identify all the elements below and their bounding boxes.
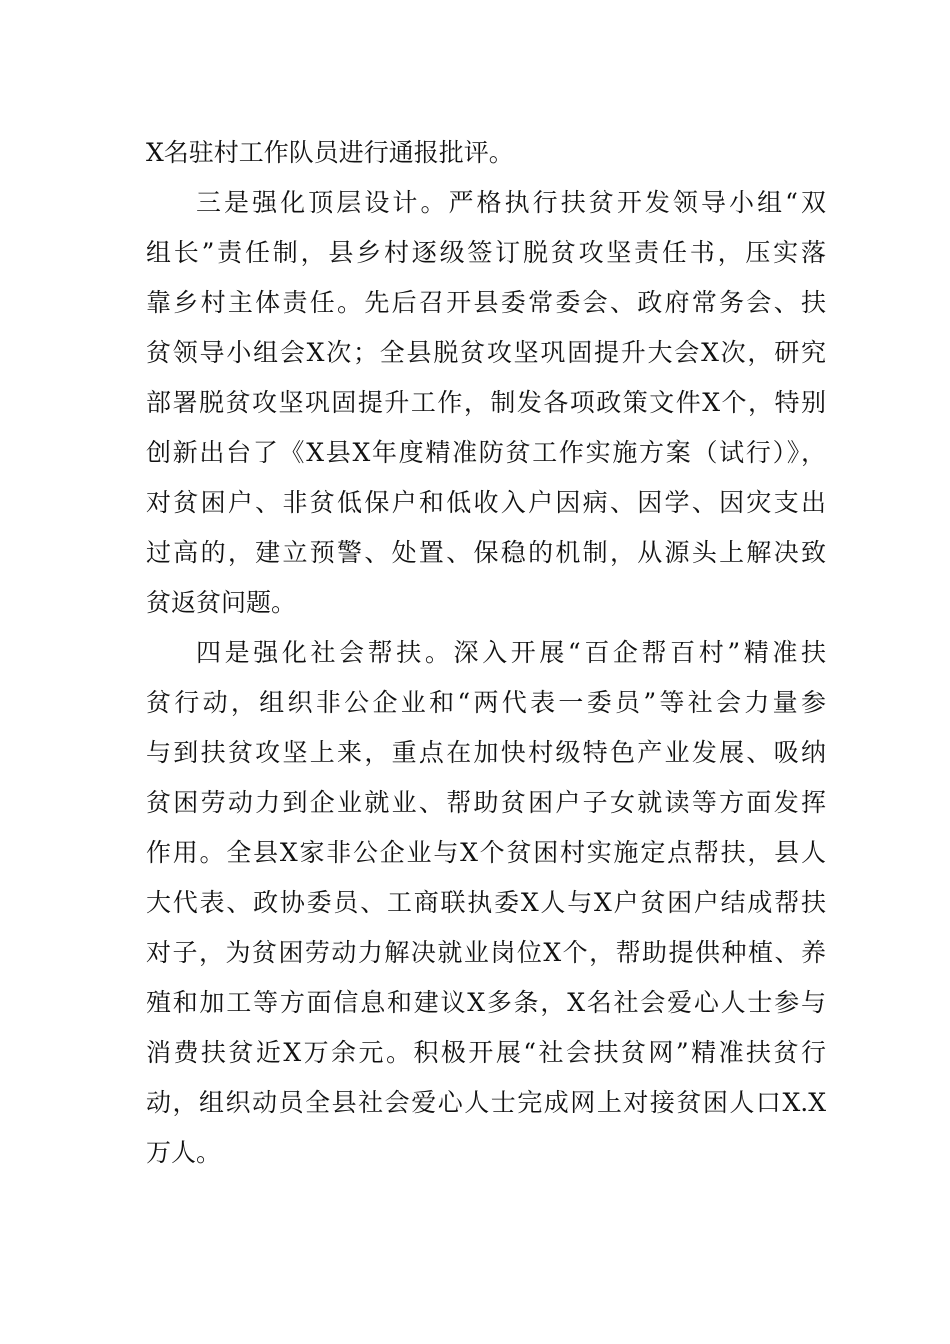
body-text: [146, 128, 826, 1178]
text-line: 与到扶贫攻坚上来，重点在加快村级特色产业发展、吸纳: [146, 738, 826, 767]
text-line: 四是强化社会帮扶。深入开展“百企帮百村”精准扶: [196, 638, 826, 667]
text-line: 万人。: [146, 1138, 222, 1167]
text-line: 组长”责任制，县乡村逐级签订脱贫攻坚责任书，压实落: [146, 238, 826, 267]
text-line: 三是强化顶层设计。严格执行扶贫开发领导小组“双: [196, 188, 826, 217]
text-line: X名驻村工作队员进行通报批评。: [146, 138, 514, 167]
text-line: 动，组织动员全县社会爱心人士完成网上对接贫困人口X.X: [146, 1088, 826, 1117]
text-line: 对贫困户、非贫低保户和低收入户因病、因学、因灾支出: [146, 488, 826, 517]
text-line: 大代表、政协委员、工商联执委X人与X户贫困户结成帮扶: [146, 888, 826, 917]
paragraph-social-assistance: [146, 628, 826, 1178]
text-line: 贫困劳动力到企业就业、帮助贫困户子女就读等方面发挥: [146, 788, 826, 817]
text-line: 贫返贫问题。: [146, 588, 297, 617]
text-line: 贫领导小组会X次；全县脱贫攻坚巩固提升大会X次，研究: [146, 338, 826, 367]
text-line: 创新出台了《X县X年度精准防贫工作实施方案（试行）》，: [146, 438, 826, 467]
paragraph-continuation: [146, 128, 826, 178]
text-line: 部署脱贫攻坚巩固提升工作，制发各项政策文件X个，特别: [146, 388, 826, 417]
text-line: 过高的，建立预警、处置、保稳的机制，从源头上解决致: [146, 538, 826, 567]
text-line: 靠乡村主体责任。先后召开县委常委会、政府常务会、扶: [146, 288, 826, 317]
text-line: 消费扶贫近X万余元。积极开展“社会扶贫网”精准扶贫行: [146, 1038, 826, 1067]
text-line: 殖和加工等方面信息和建议X多条，X名社会爱心人士参与: [146, 988, 826, 1017]
text-line: 作用。全县X家非公企业与X个贫困村实施定点帮扶，县人: [146, 838, 826, 867]
text-line: 对子，为贫困劳动力解决就业岗位X个，帮助提供种植、养: [146, 938, 826, 967]
text-line: 贫行动，组织非公企业和“两代表一委员”等社会力量参: [146, 688, 826, 717]
paragraph-top-level-design: [146, 178, 826, 628]
